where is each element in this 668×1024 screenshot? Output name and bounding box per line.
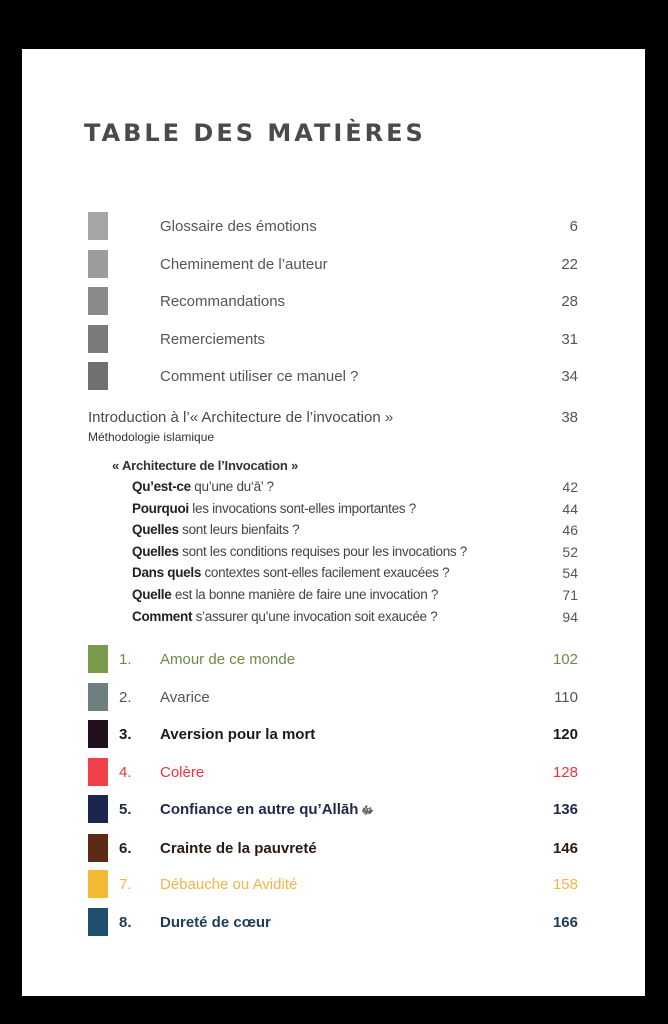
- front-matter-row[interactable]: [88, 362, 578, 390]
- honorific-glyph: ﷻ: [361, 805, 374, 817]
- chapter-row[interactable]: [88, 870, 578, 900]
- question-text: sont leurs bienfaits ?: [178, 522, 300, 537]
- page-number: 110: [554, 689, 578, 706]
- architecture-item[interactable]: [132, 565, 578, 585]
- chapter-label: [160, 651, 295, 668]
- chapter-row[interactable]: [88, 645, 578, 675]
- color-swatch: [88, 362, 108, 390]
- chapter-row[interactable]: [88, 720, 578, 750]
- entry-label: Glossaire des émotions: [160, 218, 317, 235]
- architecture-item[interactable]: [132, 522, 578, 542]
- architecture-item[interactable]: [132, 501, 578, 521]
- chapter-title: Amour de ce monde: [160, 651, 296, 668]
- page-number: 31: [561, 331, 578, 348]
- color-swatch: [88, 325, 108, 353]
- architecture-item-text: [132, 501, 416, 516]
- chapter-number: 6.: [119, 840, 132, 857]
- page-number: 54: [562, 565, 578, 581]
- page-number: 158: [552, 876, 578, 893]
- keyword: Dans quels: [132, 565, 202, 580]
- chapter-title: Débauche ou Avidité: [160, 876, 298, 893]
- chapter-label: [160, 801, 374, 820]
- chapter-color-swatch: [88, 795, 108, 823]
- page-number: 44: [562, 501, 578, 517]
- architecture-item-text: [132, 479, 274, 494]
- book-page: [22, 49, 645, 996]
- color-swatch: [88, 287, 108, 315]
- chapter-number: 8.: [119, 914, 132, 931]
- chapter-color-swatch: [88, 720, 108, 748]
- architecture-item-text: [132, 609, 437, 624]
- page-number: 128: [552, 764, 578, 781]
- page-number: 136: [552, 801, 578, 818]
- entry-label: Recommandations: [160, 293, 286, 310]
- page-number: 28: [561, 293, 578, 310]
- chapter-label: [160, 689, 210, 706]
- chapter-number: 1.: [119, 651, 132, 668]
- front-matter-row[interactable]: [88, 212, 578, 240]
- front-matter-row[interactable]: [88, 287, 578, 315]
- chapter-row[interactable]: [88, 834, 578, 864]
- page-number: 34: [561, 368, 578, 385]
- chapter-label: [160, 914, 271, 931]
- color-swatch: [88, 212, 108, 240]
- chapter-row[interactable]: [88, 758, 578, 788]
- chapter-title: Confiance en autre qu’Allāh: [160, 801, 359, 818]
- chapter-row[interactable]: [88, 908, 578, 938]
- introduction-page-number: 38: [561, 409, 578, 426]
- page-number: 146: [552, 840, 578, 857]
- page-number: 94: [562, 609, 578, 625]
- keyword: Quelle: [132, 587, 172, 602]
- page-number: 22: [561, 256, 578, 273]
- keyword: Quelles: [132, 544, 179, 559]
- page-number: 102: [552, 651, 578, 668]
- chapter-label: [160, 726, 315, 743]
- introduction-subtitle: Méthodologie islamique: [88, 430, 215, 444]
- keyword: Comment: [132, 609, 193, 624]
- architecture-item[interactable]: [132, 587, 578, 607]
- architecture-item-text: [132, 522, 299, 537]
- chapter-title: Avarice: [160, 689, 210, 706]
- chapter-label: [160, 840, 317, 857]
- chapter-number: 7.: [119, 876, 132, 893]
- chapter-title: Crainte de la pauvreté: [160, 840, 317, 857]
- keyword: Quelles: [132, 522, 179, 537]
- question-text: les invocations sont-elles importantes ?: [188, 501, 416, 516]
- page-title: TABLE DES MATIÈRES: [84, 119, 426, 147]
- question-text: contextes sont-elles facilement exaucées ?: [201, 565, 450, 580]
- chapter-color-swatch: [88, 870, 108, 898]
- entry-label: Remerciements: [160, 331, 266, 348]
- page-number: 120: [552, 726, 578, 743]
- chapter-row[interactable]: [88, 795, 578, 825]
- architecture-item-text: [132, 565, 449, 580]
- chapter-title: Colère: [160, 764, 205, 781]
- chapter-number: 5.: [119, 801, 132, 818]
- architecture-item-text: [132, 587, 438, 602]
- keyword: Pourquoi: [132, 501, 189, 516]
- question-text: est la bonne manière de faire une invocation ?: [171, 587, 439, 602]
- front-matter-row[interactable]: [88, 250, 578, 278]
- architecture-item[interactable]: [132, 479, 578, 499]
- question-text: qu’une du‘ā’ ?: [190, 479, 274, 494]
- chapter-label: [160, 764, 204, 781]
- chapter-color-swatch: [88, 645, 108, 673]
- chapter-number: 4.: [119, 764, 132, 781]
- entry-label: Cheminement de l’auteur: [160, 256, 328, 273]
- chapter-row[interactable]: [88, 683, 578, 713]
- architecture-heading: « Architecture de l’Invocation »: [112, 458, 299, 473]
- keyword: Qu’est-ce: [132, 479, 191, 494]
- entry-label: Comment utiliser ce manuel ?: [160, 368, 359, 385]
- front-matter-row[interactable]: [88, 325, 578, 353]
- chapter-label: [160, 876, 297, 893]
- chapter-color-swatch: [88, 683, 108, 711]
- page-number: 6: [569, 218, 578, 235]
- page-number: 166: [552, 914, 578, 931]
- chapter-color-swatch: [88, 758, 108, 786]
- question-text: s’assurer qu’une invocation soit exaucée ?: [192, 609, 438, 624]
- page-number: 71: [562, 587, 578, 603]
- chapter-number: 3.: [119, 726, 132, 743]
- chapter-color-swatch: [88, 834, 108, 862]
- architecture-item[interactable]: [132, 544, 578, 564]
- page-number: 52: [562, 544, 578, 560]
- page-number: 42: [562, 479, 578, 495]
- chapter-number: 2.: [119, 689, 132, 706]
- architecture-item[interactable]: [132, 609, 578, 629]
- color-swatch: [88, 250, 108, 278]
- question-text: sont les conditions requises pour les invocations ?: [178, 544, 468, 559]
- chapter-color-swatch: [88, 908, 108, 936]
- architecture-item-text: [132, 544, 467, 559]
- chapter-title: Aversion pour la mort: [160, 726, 316, 743]
- introduction-title: Introduction à l’« Architecture de l’invocation »: [88, 409, 394, 426]
- page-number: 46: [562, 522, 578, 538]
- chapter-title: Dureté de cœur: [160, 914, 271, 931]
